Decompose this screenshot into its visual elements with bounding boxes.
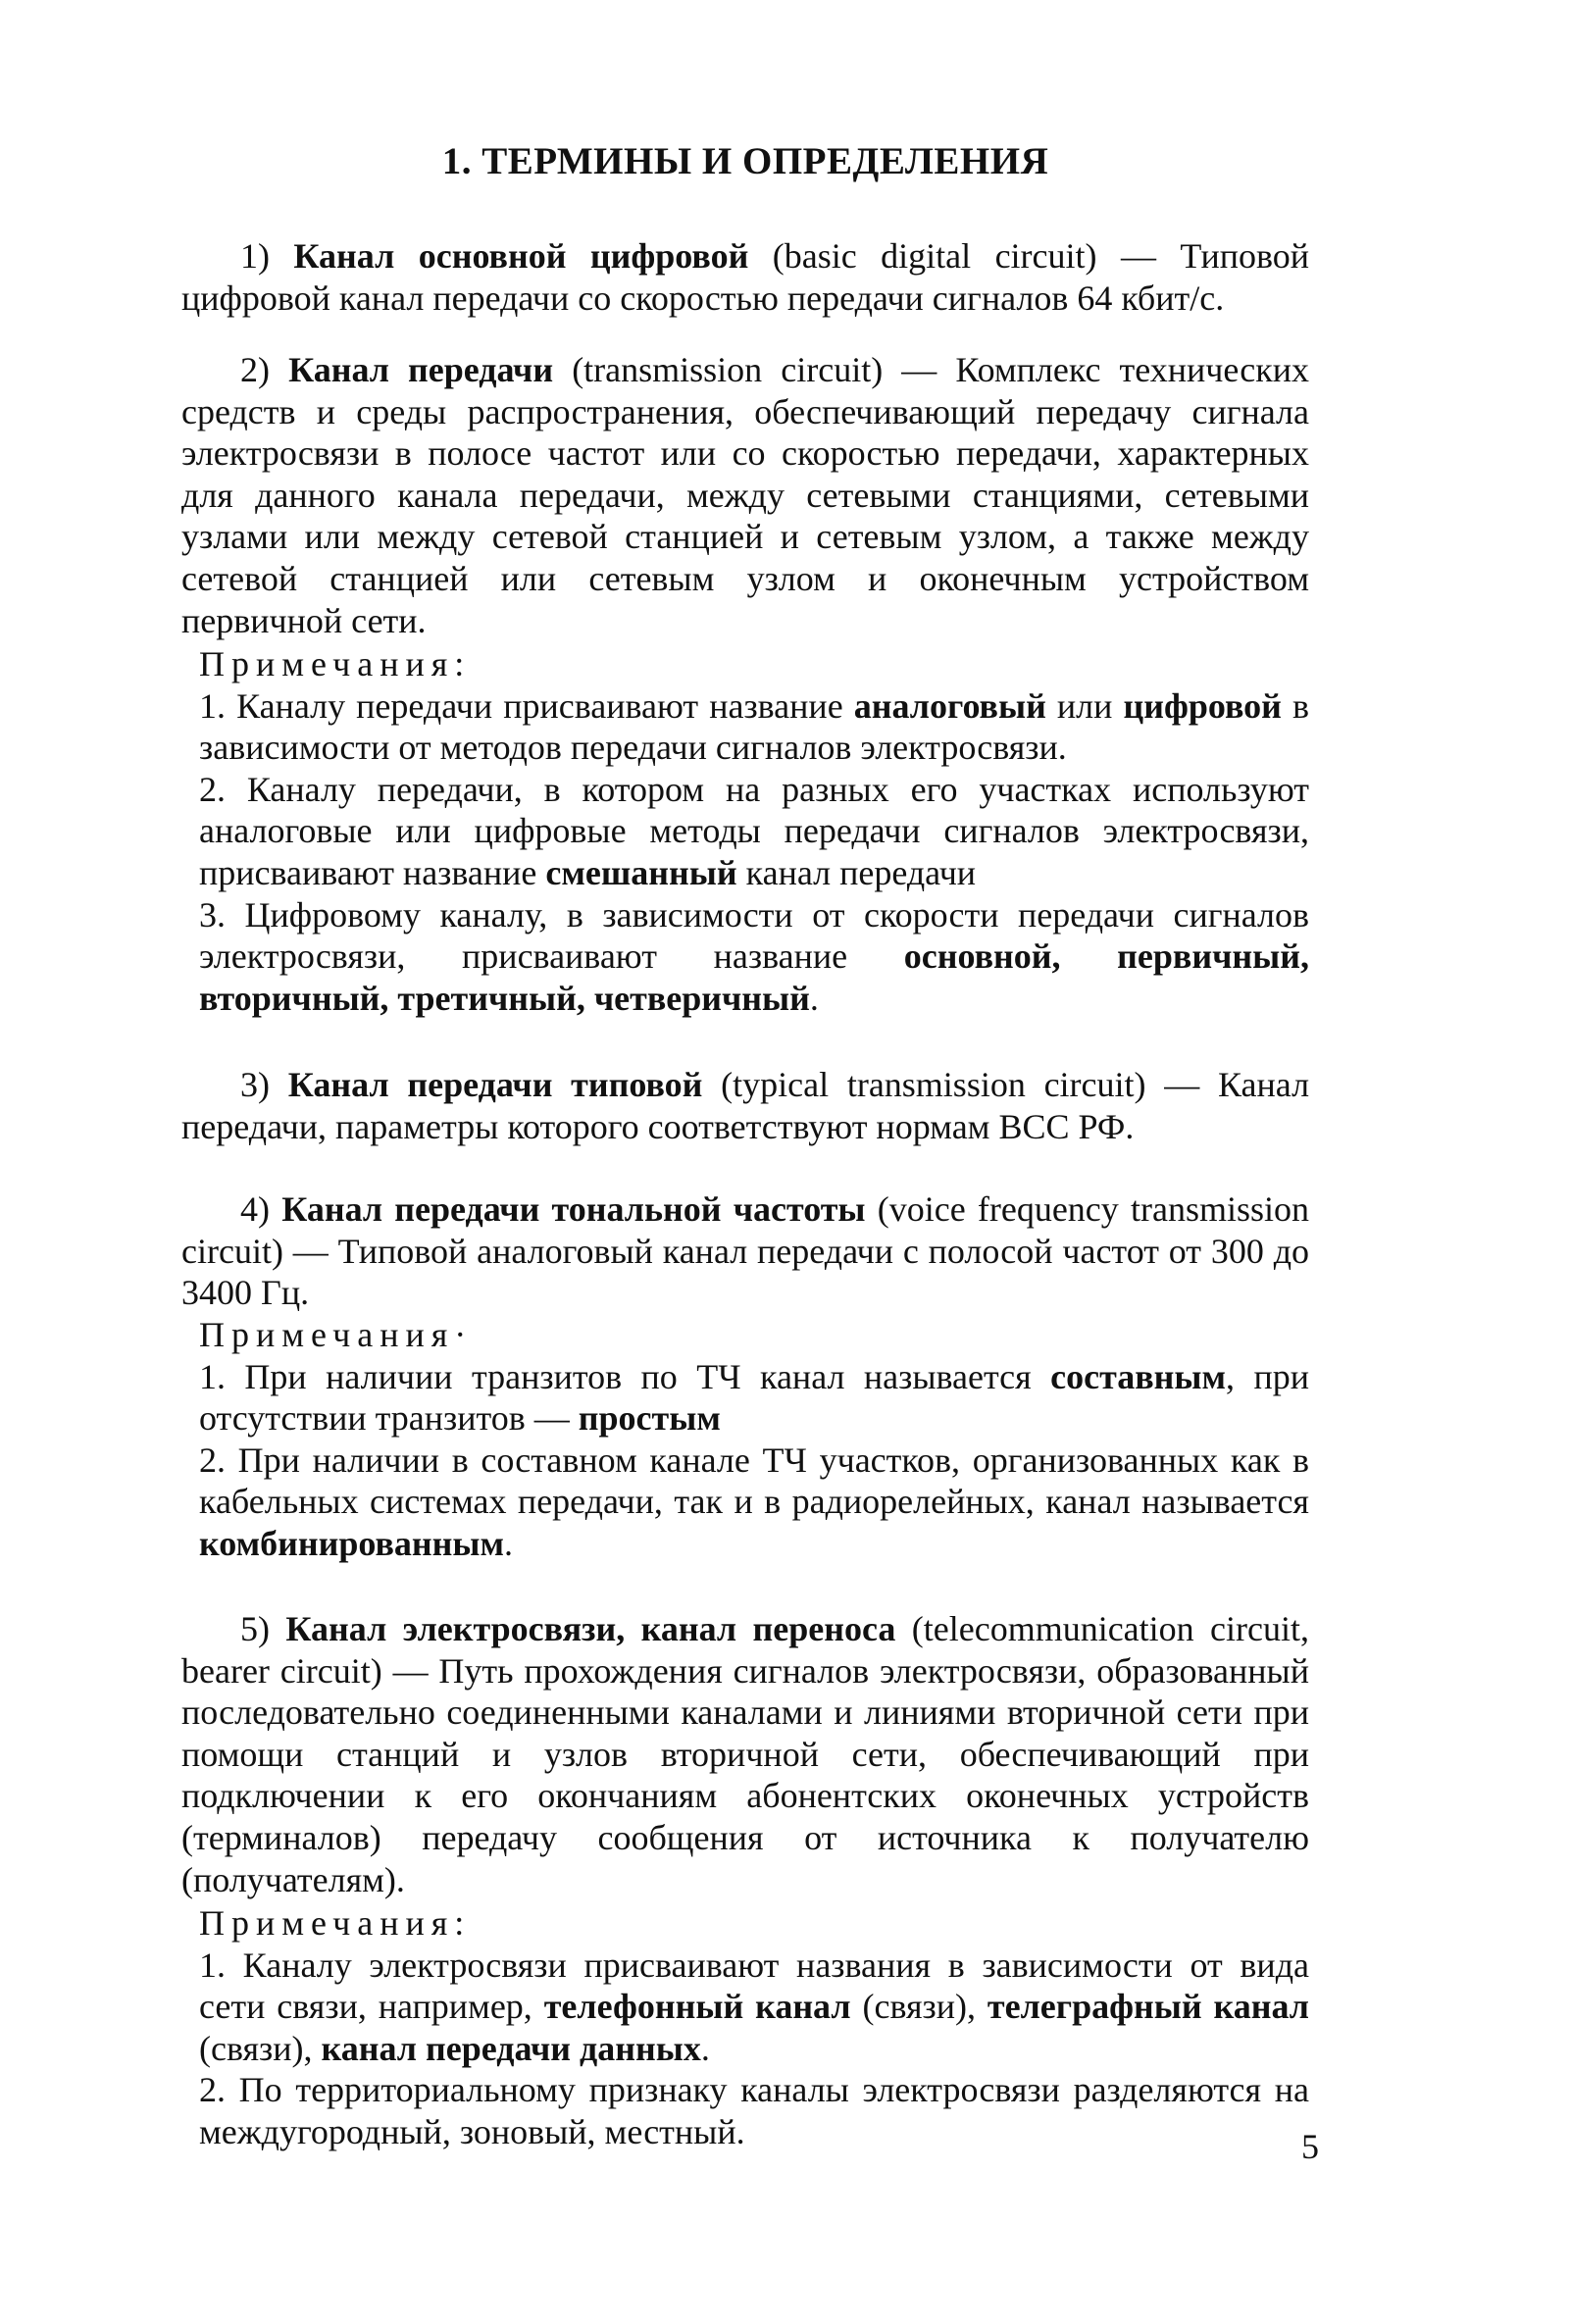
definition-4 (181, 1188, 1309, 1314)
term-name: Канал электросвязи, канал переноса (285, 1609, 896, 1648)
note-item: 2. Каналу передачи, в котором на разных его участках используют аналоговые или цифровые методы передачи сигналов электросвязи, присваивают название смешанный канал передачи (199, 769, 1309, 892)
term-english: (voice frequency transmission circuit) (181, 1189, 1309, 1271)
term-name: Канал передачи тональной частоты (281, 1189, 866, 1229)
term-number: 1) (240, 236, 270, 276)
page-title: 1. ТЕРМИНЫ И ОПРЕДЕЛЕНИЯ (441, 140, 1049, 182)
term-number: 3) (240, 1065, 270, 1104)
note-item: 1. При наличии транзитов по ТЧ канал называется составным, при отсутствии транзитов — простым (199, 1356, 1309, 1439)
notes-4 (199, 1314, 1309, 1565)
definition-3 (181, 1064, 1309, 1147)
term-english: (basic digital circuit) (772, 236, 1097, 276)
note-item: 3. Цифровому каналу, в зависимости от скорости передачи сигналов электросвязи, присваивают название основной, первичный, вторичный, третичный, четверичный. (199, 894, 1309, 1018)
note-item: 2. По территориальному признаку каналы электросвязи разделяются на междугородный, зоновый, местный. (199, 2070, 1309, 2151)
term-number: 4) (240, 1189, 270, 1229)
term-name: Канал передачи типовой (287, 1065, 703, 1104)
definition-5 (181, 1608, 1309, 1900)
term-definition: — Типовой аналоговый канал передачи с полосой частот от 300 до 3400 Гц. (181, 1231, 1310, 1313)
term-english: (telecommunication circuit, bearer circuit) (181, 1609, 1309, 1691)
notes-label: Примечания: (199, 1903, 472, 1943)
note-item: 1. Каналу передачи присваивают название аналоговый или цифровой в зависимости от методов передачи сигналов электросвязи. (199, 685, 1309, 768)
notes-5 (199, 1902, 1309, 2153)
notes-2 (199, 643, 1309, 1019)
term-name: Канал передачи (288, 350, 554, 389)
definition-2 (181, 349, 1309, 641)
term-definition: — Путь прохождения сигналов электросвязи, образованный последовательно соединенными каналами и линиями вторичной сети при помощи станций и узлов вторичной сети, обеспечивающий при подключении к его окончаниям абонентских оконечных устройств (терминалов) передачу сообщения от источника к получателю (получателям). (181, 1650, 1309, 1899)
definition-1 (181, 235, 1309, 319)
notes-label: Примечания: (199, 644, 472, 683)
term-definition: — Канал передачи, параметры которого соответствуют нормам ВСС РФ. (181, 1065, 1310, 1146)
term-name: Канал основной цифровой (293, 236, 749, 276)
term-definition: — Комплекс технических средств и среды распространения, обеспечивающий передачу сигнала электросвязи в полосе частот или со скоростью передачи, характерных для данного канала передачи, между сетевыми станциями, сетевыми узлами или между сетевой станцией и сетевым узлом, а также между сетевой станцией или сетевым узлом и оконечным устройством первичной сети. (181, 350, 1310, 640)
term-number: 2) (240, 350, 270, 389)
term-definition: — Типовой цифровой канал передачи со скоростью передачи сигналов 64 кбит/с. (181, 236, 1309, 318)
term-number: 5) (240, 1609, 270, 1648)
note-item: 1. Каналу электросвязи присваивают названия в зависимости от вида сети связи, например, телефонный канал (связи), телеграфный канал (связи), канал передачи данных. (199, 1945, 1309, 2068)
term-english: (typical transmission circuit) (721, 1065, 1146, 1104)
notes-label: Примечания· (199, 1315, 474, 1354)
page-number: 5 (1301, 2127, 1319, 2166)
term-english: (transmission circuit) (572, 350, 884, 389)
note-item: 2. При наличии в составном канале ТЧ участков, организованных как в кабельных системах передачи, так и в радиорелейных, канал называется комбинированным. (199, 1440, 1309, 1563)
